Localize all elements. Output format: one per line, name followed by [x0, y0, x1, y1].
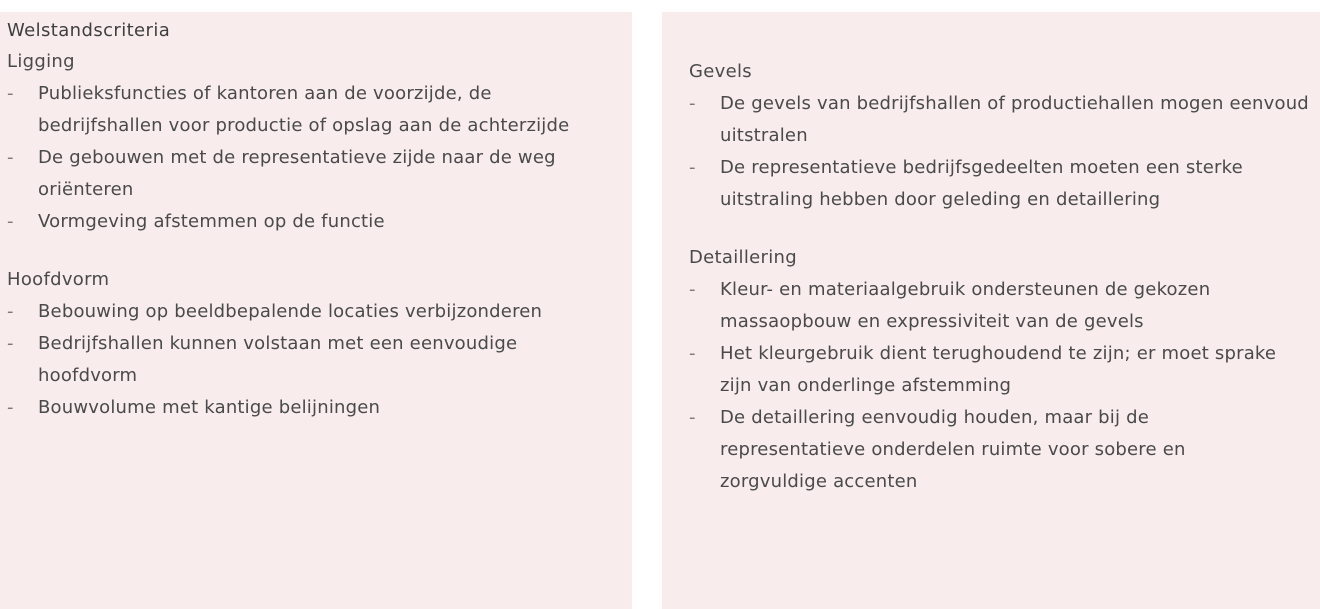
bullet-dash: - — [7, 333, 14, 354]
criteria-item-text: De gevels van bedrijfshallen of productiehallen mogen eenvoud uitstralen — [720, 93, 1309, 146]
section-detaillering — [689, 242, 1320, 498]
criteria-item — [689, 152, 1320, 216]
criteria-item — [7, 328, 598, 392]
criteria-item-text: Bebouwing op beeldbepalende locaties verbijzonderen — [38, 301, 543, 322]
criteria-item-text: Kleur- en materiaalgebruik ondersteunen de gekozen massaopbouw en expressiviteit van de gevels — [720, 279, 1211, 332]
criteria-item-text: Het kleurgebruik dient terughoudend te zijn; er moet sprake zijn van onderlinge afstemming — [720, 343, 1277, 396]
criteria-list-hoofdvorm — [7, 296, 632, 424]
criteria-list-ligging — [7, 78, 632, 238]
criteria-item-text: Vormgeving afstemmen op de functie — [38, 211, 385, 232]
bullet-dash: - — [7, 211, 14, 232]
section-heading-ligging: Ligging — [7, 51, 75, 72]
bullet-dash: - — [689, 343, 696, 364]
bullet-dash: - — [7, 301, 14, 322]
bullet-dash: - — [689, 407, 696, 428]
criteria-item-text: Bouwvolume met kantige belijningen — [38, 397, 381, 418]
criteria-list-gevels — [689, 88, 1320, 216]
section-heading-hoofdvorm: Hoofdvorm — [7, 269, 110, 290]
bullet-dash: - — [7, 397, 14, 418]
criteria-item-text: De gebouwen met de representatieve zijde naar de weg oriënteren — [38, 147, 556, 200]
section-heading-detaillering: Detaillering — [689, 247, 797, 268]
criteria-item-text: Publieksfuncties of kantoren aan de voorzijde, de bedrijfshallen voor productie of opslag aan de achterzijde — [38, 83, 570, 136]
bullet-dash: - — [689, 279, 696, 300]
criteria-item — [689, 88, 1320, 152]
bullet-dash: - — [7, 83, 14, 104]
bullet-dash: - — [7, 147, 14, 168]
criteria-item-text: De representatieve bedrijfsgedeelten moeten een sterke uitstraling hebben door geleding en detaillering — [720, 157, 1243, 210]
section-hoofdvorm — [7, 264, 632, 424]
criteria-item-text: De detaillering eenvoudig houden, maar bij de representatieve onderdelen ruimte voor sobere en zorgvuldige accenten — [720, 407, 1186, 492]
section-ligging — [7, 46, 632, 238]
criteria-item — [7, 206, 598, 238]
section-gevels — [689, 56, 1320, 216]
criteria-item — [7, 296, 598, 328]
criteria-item — [7, 392, 598, 424]
right-criteria-panel — [662, 12, 1320, 609]
criteria-list-detaillering — [689, 274, 1320, 498]
left-criteria-panel — [0, 12, 632, 609]
criteria-item — [7, 78, 598, 142]
bullet-dash: - — [689, 93, 696, 114]
criteria-item — [689, 338, 1280, 402]
criteria-item — [7, 142, 598, 206]
criteria-item — [689, 402, 1280, 498]
document-title: Welstandscriteria — [7, 20, 171, 41]
bullet-dash: - — [689, 157, 696, 178]
criteria-item — [689, 274, 1280, 338]
section-heading-gevels: Gevels — [689, 61, 752, 82]
criteria-item-text: Bedrijfshallen kunnen volstaan met een eenvoudige hoofdvorm — [38, 333, 518, 386]
